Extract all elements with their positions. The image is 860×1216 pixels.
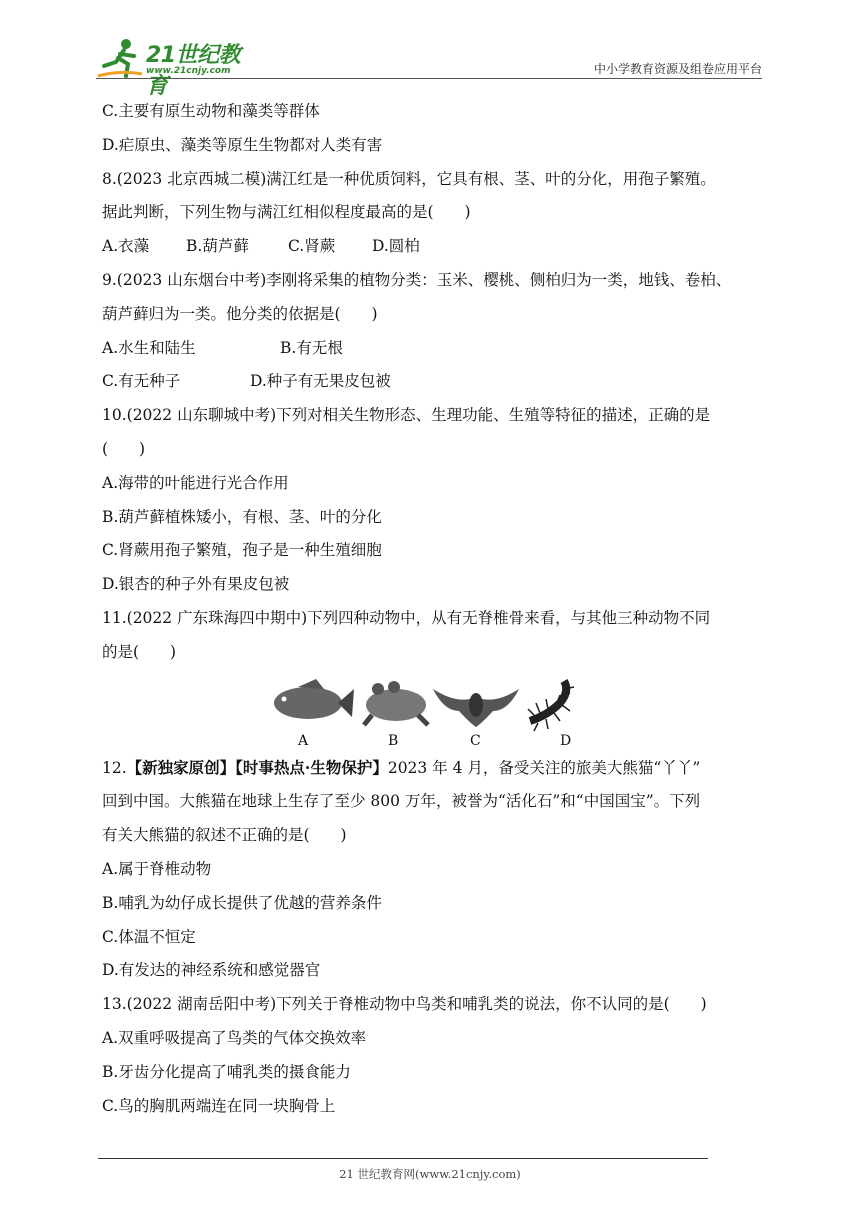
q7-option-d: D.疟原虫、藻类等原生生物都对人类有害 [102, 135, 383, 154]
frog-icon [364, 681, 428, 725]
q8-stem-line2: 据此判断，下列生物与满江红相似程度最高的是( ) [102, 203, 471, 222]
q12-option-d: D.有发达的神经系统和感觉器官 [102, 961, 321, 980]
footer-text: 21 世纪教育网(www.21cnjy.com) [339, 1167, 521, 1181]
centipede-icon [528, 681, 574, 731]
q10-option-a: A.海带的叶能进行光合作用 [102, 473, 289, 492]
fish-icon [274, 679, 354, 719]
q9-option-a: A.水生和陆生 [102, 338, 196, 357]
header-divider [96, 78, 762, 79]
q12-stem-text: 2023 年 4 月，备受关注的旅美大熊猫“丫丫” [387, 758, 701, 777]
q9-option-c: C.有无种子 [102, 372, 181, 391]
question-content [102, 100, 766, 1128]
q13-option-b: B.牙齿分化提高了哺乳类的摄食能力 [102, 1062, 351, 1081]
q10-option-d: D.银杏的种子外有果皮包被 [102, 575, 290, 594]
runner-logo-icon [96, 36, 144, 80]
platform-title: 中小学教育资源及组卷应用平台 [593, 62, 762, 76]
q8-option-b: B.葫芦藓 [186, 237, 249, 256]
q9-option-b: B.有无根 [280, 338, 343, 357]
q11-animal-figure [268, 675, 608, 757]
q9-options-row2 [102, 370, 766, 404]
figure-label-a: A [298, 732, 309, 749]
q12-stem-line3: 有关大熊猫的叙述不正确的是( ) [102, 826, 347, 845]
logo-url: www.21cnjy.com [146, 66, 231, 76]
q10-stem-line1: 10.(2022 山东聊城中考)下列对相关生物形态、生理功能、生殖等特征的描述，正确的是 [102, 406, 711, 425]
q8-option-c: C.肾蕨 [288, 237, 336, 256]
q9-stem-line1: 9.(2023 山东烟台中考)李刚将采集的植物分类：玉米、樱桃、侧柏归为一类，地钱、卷柏、 [102, 270, 732, 289]
figure-label-c: C [470, 732, 481, 749]
q9-option-d: D.种子有无果皮包被 [250, 372, 391, 391]
q8-option-a: A.衣藻 [102, 237, 150, 256]
logo-text: 21世纪教育 [146, 43, 241, 99]
q11-stem-line1: 11.(2022 广东珠海四中期中)下列四种动物中，从有无脊椎骨来看，与其他三种动物不同 [102, 608, 711, 627]
q7-option-c: C.主要有原生动物和藻类等群体 [102, 102, 320, 120]
q12-option-c: C.体温不恒定 [102, 927, 196, 946]
q13-option-a: A.双重呼吸提高了鸟类的气体交换效率 [102, 1028, 367, 1047]
q9-options-row1 [102, 337, 766, 371]
q8-stem-line1: 8.(2023 北京西城二模)满江红是一种优质饲料，它具有根、茎、叶的分化，用孢子繁殖。 [102, 169, 716, 188]
q10-option-c: C.肾蕨用孢子繁殖，孢子是一种生殖细胞 [102, 541, 382, 560]
q9-stem-line2: 葫芦藓归为一类。他分类的依据是( ) [102, 304, 378, 323]
q13-option-c: C.鸟的胸肌两端连在同一块胸骨上 [102, 1096, 336, 1115]
q12-stem-line2: 回到中国。大熊猫在地球上生存了至少 800 万年，被誉为“活化石”和“中国国宝”。下列 [102, 792, 701, 811]
logo [96, 36, 256, 99]
q12-tag-original: 【新独家原创】 [126, 757, 236, 777]
bat-icon [433, 689, 519, 727]
animal-images [268, 675, 608, 733]
q13-stem: 13.(2022 湖南岳阳中考)下列关于脊椎动物中鸟类和哺乳类的说法，你不认同的是( ) [102, 995, 707, 1014]
q12-option-b: B.哺乳为幼仔成长提供了优越的营养条件 [102, 893, 382, 912]
q12-stem-line1 [102, 757, 766, 791]
figure-label-b: B [388, 732, 399, 749]
footer-divider [98, 1158, 708, 1159]
q12-option-a: A.属于脊椎动物 [102, 859, 212, 878]
q8-options [102, 235, 766, 269]
q11-stem-line2: 的是( ) [102, 642, 177, 661]
page-header [96, 30, 762, 99]
q8-option-d: D.圆柏 [372, 237, 420, 256]
figure-label-d: D [560, 732, 572, 749]
q10-option-b: B.葫芦藓植株矮小，有根、茎、叶的分化 [102, 507, 382, 526]
q12-tag-hot-topic: 【时事热点·生物保护】 [235, 757, 388, 777]
q12-number: 12. [102, 758, 127, 777]
q10-stem-line2: ( ) [102, 439, 146, 458]
